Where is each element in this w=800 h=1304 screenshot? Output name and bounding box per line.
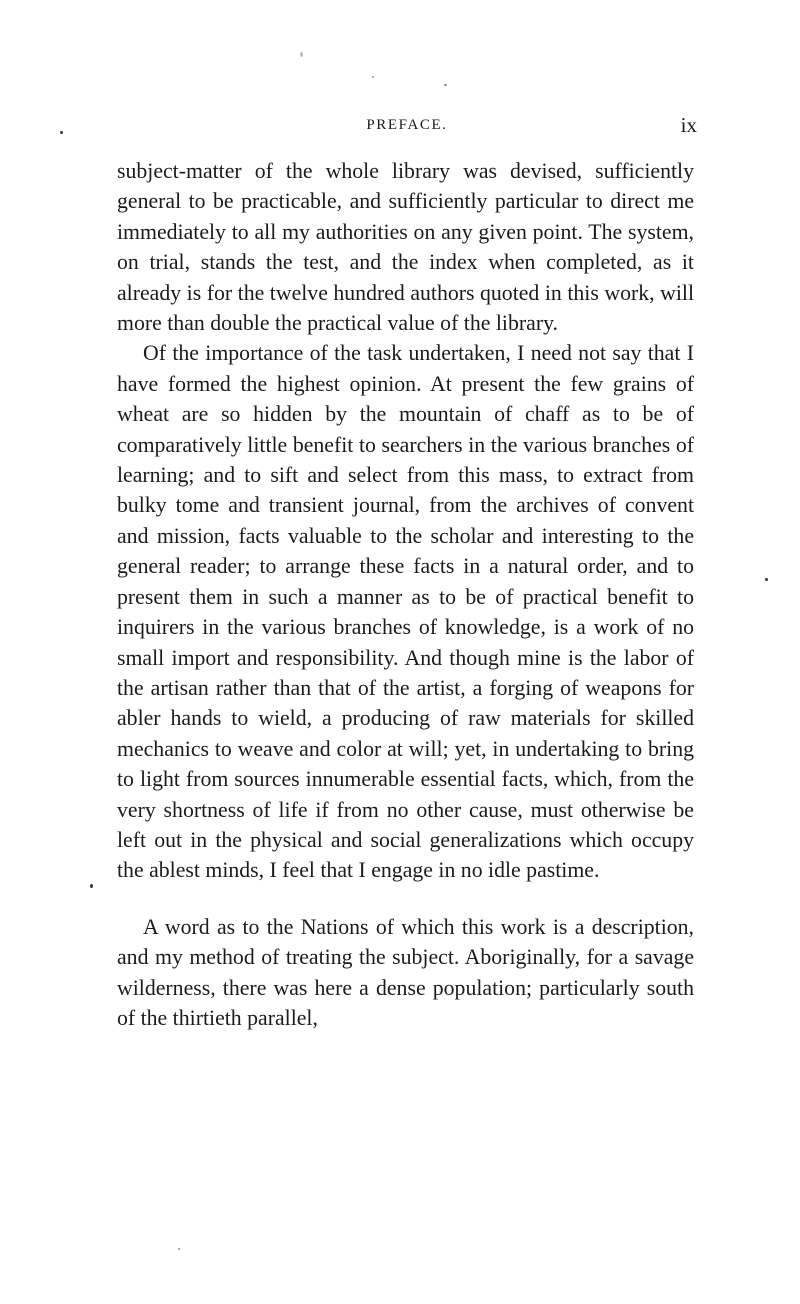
page-number: ix [680, 113, 697, 137]
print-speck [60, 131, 63, 134]
paragraph-importance: Of the importance of the task undertaken, I need not say that I have formed the highest opinion. At present the few grains of wheat are so hidden by the mountain of chaff as to be of comparatively little benefit to searchers in the various branches of learning; and to sift and select from this mass, to extract from bulky tome and transient journal, from the archives of convent and mission, facts valuable to the scholar and interesting to the general reader; to arrange these facts in a natural order, and to present them in such a manner as to be of practical benefit to inquirers in the various branches of knowledge, is a work of no small import and responsibility. And though mine is the labor of the artisan rather than that of the artist, a forging of weapons for abler hands to wield, a producing of raw materials for skilled mechanics to weave and color at will; yet, in undertaking to bring to light from sources innumerable essential facts, which, from the very shortness of life if from no other cause, must otherwise be left out in the physical and social generalizations which occupy the ablest minds, I feel that I engage in no idle pastime. [117, 341, 694, 883]
paragraph-continuation: subject-matter of the whole library was devised, sufficiently general to be practicable, and sufficiently particular to direct me immediately to all my authorities on any given point. The system, on trial, stands the test, and the index when completed, as it already is for the twelve hundred authors quoted in this work, will more than double the practical value of the library. [117, 159, 694, 336]
body-text [117, 156, 694, 1033]
print-speck [372, 76, 374, 78]
print-speck [765, 578, 768, 581]
print-speck [444, 84, 447, 86]
print-speck [300, 52, 303, 57]
running-head: PREFACE. [366, 117, 448, 133]
page-header [117, 113, 697, 143]
paragraph-nations: A word as to the Nations of which this work is a description, and my method of treating the subject. Aboriginally, for a savage wilderness, there was here a dense population; particularly south of the thirtieth parallel, [117, 914, 694, 1030]
print-speck [178, 1248, 180, 1250]
print-speck [90, 884, 93, 888]
